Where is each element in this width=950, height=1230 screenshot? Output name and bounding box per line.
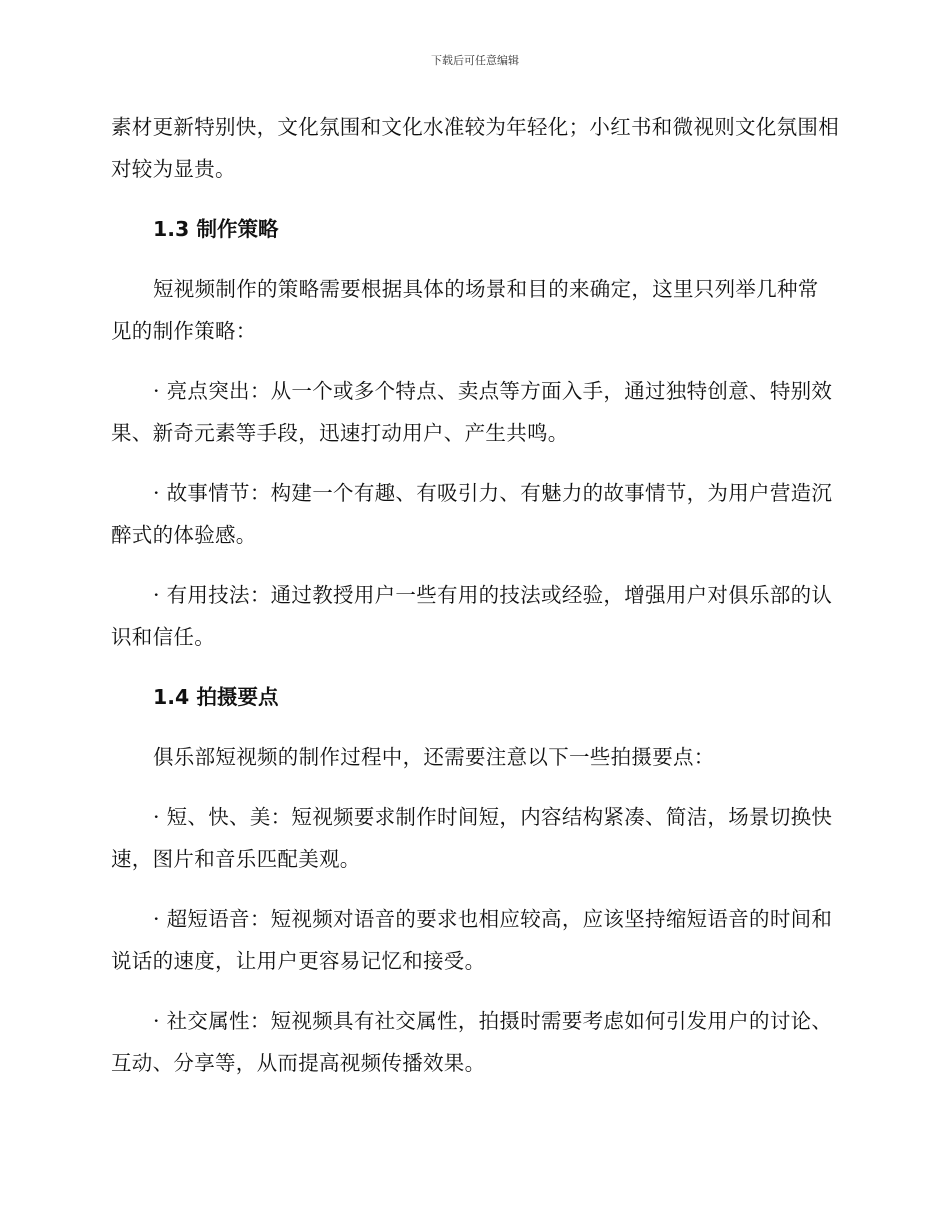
paragraph-strategy-intro: 短视频制作的策略需要根据具体的场景和目的来确定，这里只列举几种常见的制作策略： — [111, 277, 819, 343]
section-heading-1-3: 1.3 制作策略 — [153, 217, 279, 241]
bullet-short-voice: · 超短语音：短视频对语音的要求也相应较高，应该坚持缩短语音的时间和说话的速度，让用户更容易记忆和接受。 — [111, 907, 833, 973]
bullet-useful-skills: · 有用技法：通过教授用户一些有用的技法或经验，增强用户对俱乐部的认识和信任。 — [111, 583, 833, 649]
section-heading-1-4: 1.4 拍摄要点 — [153, 685, 279, 709]
bullet-highlight: · 亮点突出：从一个或多个特点、卖点等方面入手，通过独特创意、特别效果、新奇元素等手段，迅速打动用户、产生共鸣。 — [111, 379, 833, 445]
bullet-social: · 社交属性：短视频具有社交属性，拍摄时需要考虑如何引发用户的讨论、互动、分享等，从而提高视频传播效果。 — [111, 1009, 833, 1075]
bullet-story: · 故事情节：构建一个有趣、有吸引力、有魅力的故事情节，为用户营造沉醉式的体验感。 — [111, 481, 833, 547]
paragraph-shooting-intro: 俱乐部短视频的制作过程中，还需要注意以下一些拍摄要点： — [153, 745, 715, 769]
page-header: 下载后可任意编辑 — [431, 54, 519, 67]
bullet-short-fast-beautiful: · 短、快、美：短视频要求制作时间短，内容结构紧凑、简洁，场景切换快速，图片和音乐匹配美观。 — [111, 805, 833, 871]
paragraph-continuation: 素材更新特别快，文化氛围和文化水准较为年轻化；小红书和微视则文化氛围相对较为显贵。 — [111, 115, 839, 181]
document-body — [111, 106, 839, 1102]
